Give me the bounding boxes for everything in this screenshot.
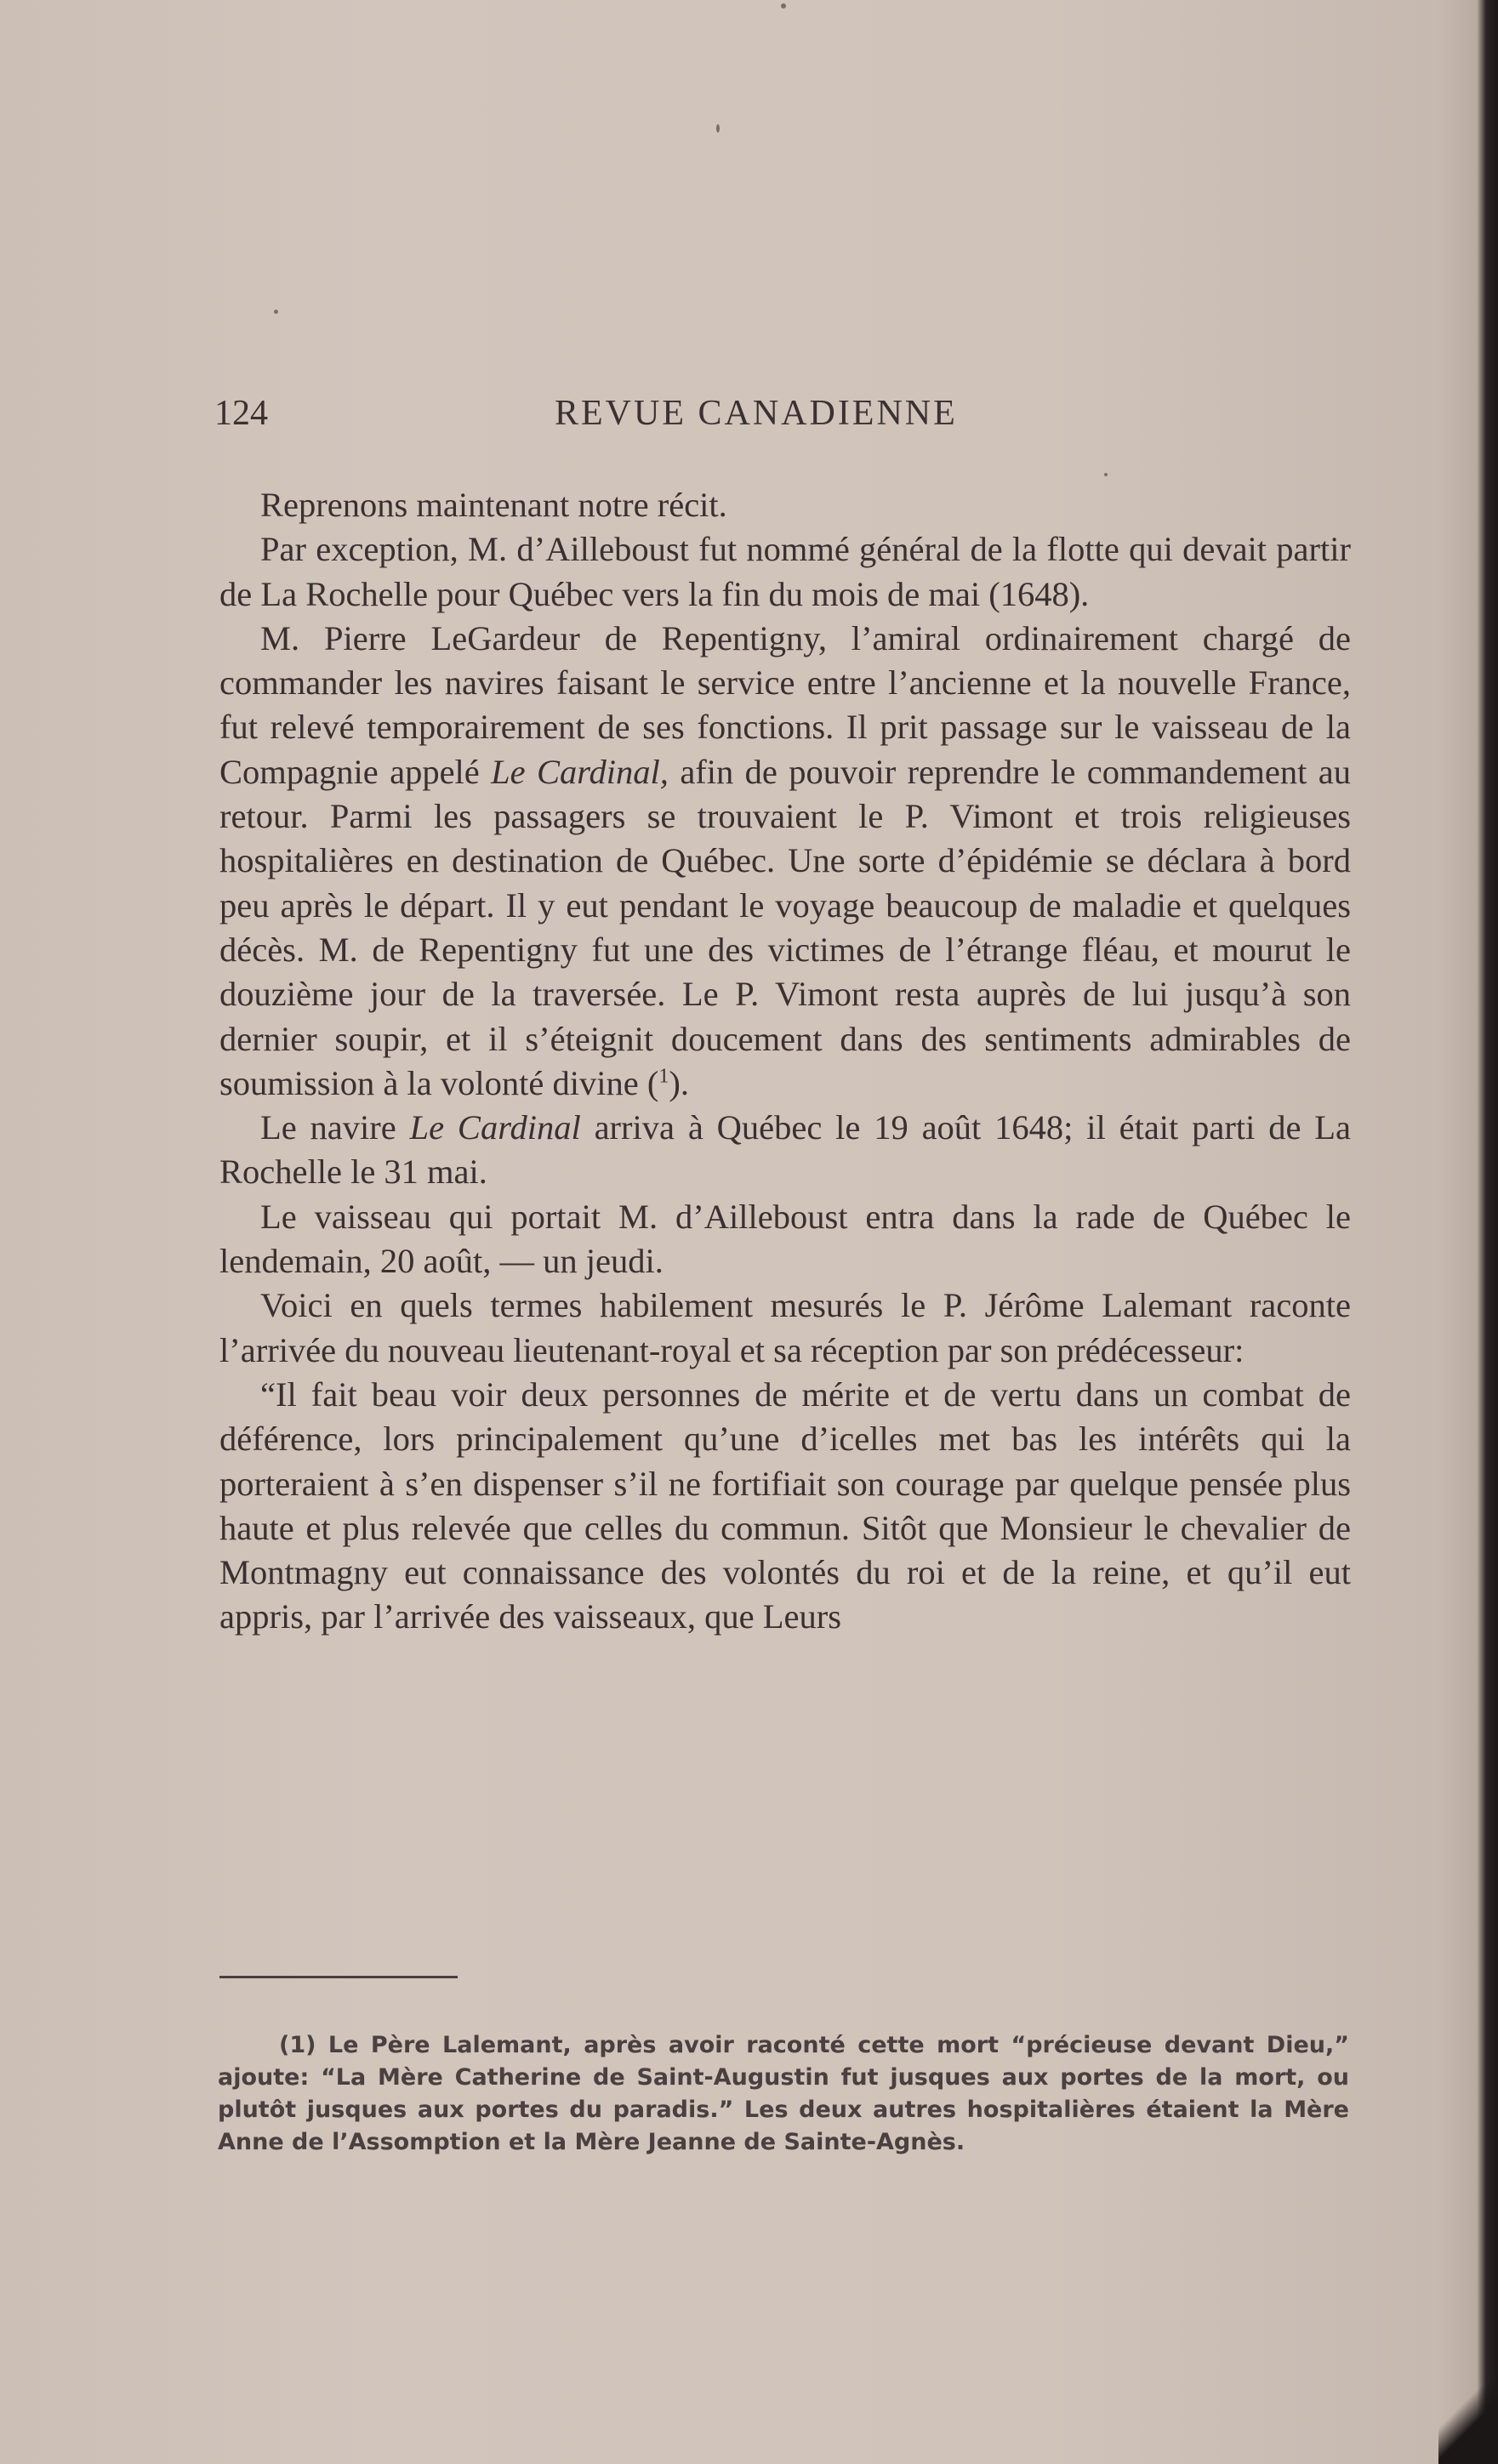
- quotation-paragraph: “Il fait beau voir deux personnes de mérite et de vertu dans un combat de déférence, lors principalement qu’une d’icelles met bas les intérêts qui la porteraient à s’en dispenser s’il ne fortifiait son courage par quelque pensée plus haute et plus relevée que celles du commun. Sitôt que Monsieur le chevalier de Montmagny eut connaissance des volontés du roi et de la reine, et qu’il eut appris, par l’arrivée des vaisseaux, que Leurs: [219, 1374, 1351, 1636]
- paper-speck: [781, 3, 786, 9]
- page-number: 124: [214, 394, 268, 433]
- binding-shadow: [1438, 2364, 1498, 2464]
- paragraph: Reprenons maintenant notre récit.: [260, 486, 727, 524]
- footnote-reference[interactable]: 1: [658, 1065, 669, 1088]
- ship-name: Le Cardinal: [409, 1108, 581, 1147]
- paragraph: Voici en quels termes habilement mesurés le P. Jérôme Lalemant raconte l’arrivée du nouveau lieutenant-royal et sa réception par son prédécesseur:: [219, 1286, 1351, 1369]
- paragraph: Le vaisseau qui portait M. d’Ailleboust entra dans la rade de Québec le lendemain, 20 août, — un jeudi.: [219, 1197, 1351, 1281]
- footnote-rule: [219, 1976, 458, 1978]
- paragraph: M. Pierre LeGardeur de Repentigny, l’amiral ordinairement chargé de commander les navires faisant le service entre l’ancienne et la nouvelle France, fut relevé temporairement de ses fonctions. Il prit passage sur le vaisseau de la Compagnie appelé Le Cardinal, afin de pouvoir reprendre le commandement au retour. Parmi les passagers se trouvaient le P. Vimont et trois religieuses hospitalières en destination de Québec. Une sorte d’épidémie se déclara à bord peu après le départ. Il y eut pendant le voyage beaucoup de maladie et quelques décès. M. de Repentigny fut une des victimes de l’étrange fléau, et mourut le douzième jour de la traversée. Le P. Vimont resta auprès de lui jusqu’à son dernier soupir, et il s’éteignit doucement dans des sentiments admirables de soumission à la volonté divine ($^1$).: [219, 618, 1351, 1102]
- paper-speck: [716, 124, 720, 133]
- paper-speck: [1104, 473, 1108, 476]
- paragraph: Le navire Le Cardinal arriva à Québec le 19 août 1648; il était parti de La Rochelle le 31 mai.: [219, 1108, 1351, 1192]
- paper-speck: [274, 310, 278, 314]
- footnote-text: (1) Le Père Lalemant, après avoir raconté cette mort “précieuse devant Dieu,” ajoute: “La Mère Catherine de Saint-Augustin fut jusques aux portes de la mort, ou plutôt jusques aux portes du paradis.” Les deux autres hospitalières étaient la Mère Anne de l’Assomption et la Mère Jeanne de Sainte-Agnès.: [218, 2032, 1349, 2155]
- journal-title: REVUE CANADIENNE: [555, 394, 958, 433]
- ship-name: Le Cardinal,: [491, 752, 669, 791]
- paragraph: Par exception, M. d’Ailleboust fut nommé général de la flotte qui devait partir de La Rochelle pour Québec vers la fin du mois de mai (1648).: [219, 530, 1351, 613]
- body-text: [219, 483, 1351, 1640]
- footnote: [218, 2029, 1349, 2159]
- running-head: [214, 393, 1346, 435]
